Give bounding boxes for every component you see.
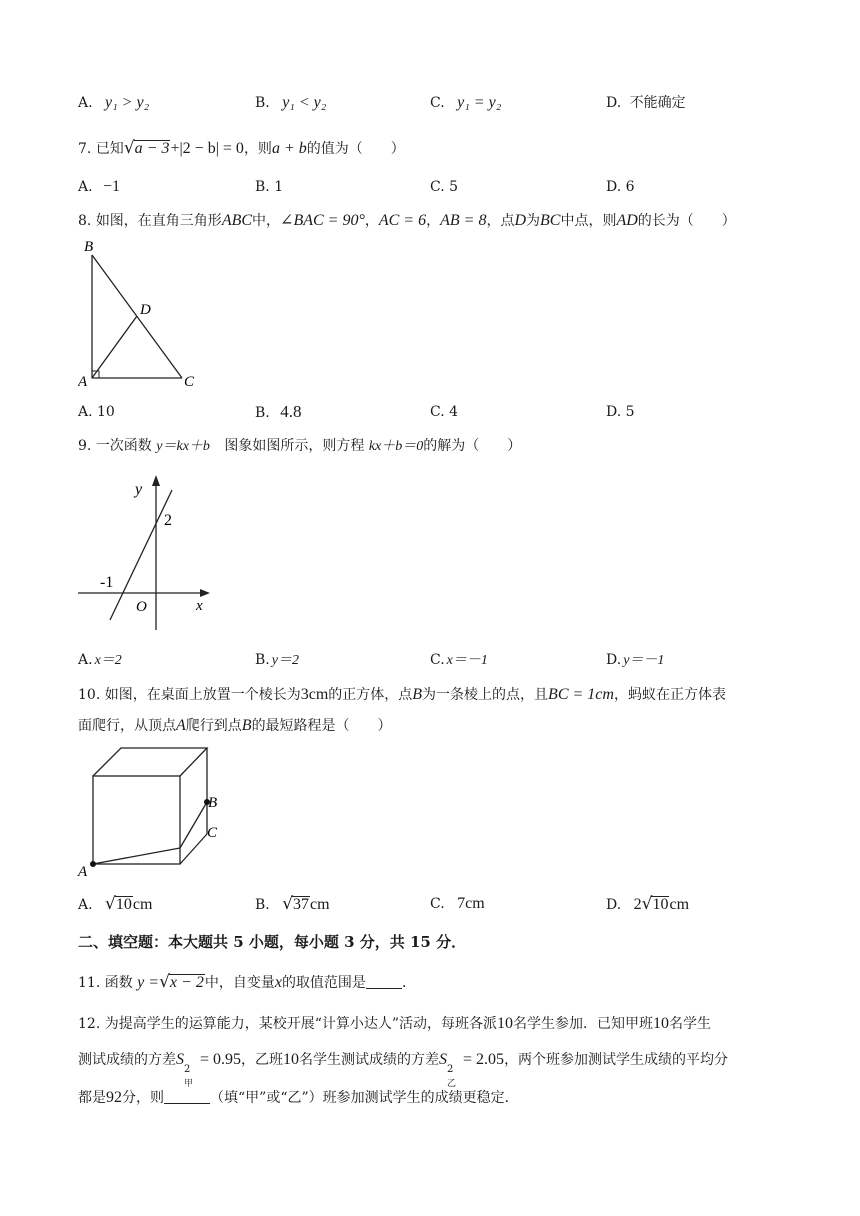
q12-number: 92 <box>106 1089 122 1106</box>
q8-triangle-figure <box>78 238 208 393</box>
q12-line2 <box>78 1050 729 1089</box>
option-text: y₁ > y₂ <box>105 94 150 111</box>
sqrt-sign: √ <box>282 894 294 914</box>
q12-text: （填“甲”或“乙”）班参加测试学生的成绩更稳定． <box>210 1090 519 1106</box>
label-origin: O <box>136 599 147 615</box>
question-number: 10. <box>78 687 101 703</box>
option-letter: D. <box>606 95 622 111</box>
q10-text: 面爬行，从顶点 <box>78 718 176 734</box>
q7-option-b <box>255 177 283 197</box>
q7-abs-part: +|2 − b| = 0 <box>170 140 244 157</box>
option-letter: C. <box>430 179 445 195</box>
q9-option-d <box>606 650 664 671</box>
q10-option-d <box>606 894 689 915</box>
cube-bottom-edge <box>180 834 207 864</box>
option-coef: 2 <box>633 896 642 913</box>
option-letter: B. <box>255 897 270 913</box>
q11-math: x <box>274 974 282 991</box>
option-text: 5 <box>625 404 635 420</box>
cube-top-face <box>93 748 207 776</box>
q11-radicand: x − 2 <box>169 974 204 991</box>
question-number: 9. <box>78 438 92 454</box>
q9-text: 图象如图所示，则方程 <box>224 438 365 454</box>
option-letter: D. <box>606 652 622 668</box>
option-radicand: 37 <box>293 896 310 913</box>
q6-option-b <box>255 93 326 113</box>
q10-stem-line2 <box>78 716 392 736</box>
question-number: 11. <box>78 975 101 991</box>
q8-math: AB = 8 <box>440 212 487 229</box>
label-intercept-2: 2 <box>164 512 172 529</box>
q9-text: 一次函数 <box>95 438 152 454</box>
q12-text: ，两个班参加测试学生成绩的平均分 <box>504 1052 729 1068</box>
q9-option-c <box>430 650 488 671</box>
q11-text: 的取值范围是 <box>281 975 366 991</box>
question-number: 7. <box>78 141 92 157</box>
q10-text: 为一条棱上的点，且 <box>422 687 549 703</box>
q12-variance-symbol: S <box>176 1051 184 1068</box>
label-a: A <box>78 864 88 880</box>
q7-text: 已知 <box>95 141 124 157</box>
q8-math: AC = 6 <box>378 212 427 229</box>
option-text: y＝－1 <box>623 653 665 668</box>
point-a <box>90 861 96 867</box>
option-letter: B. <box>255 405 270 421</box>
option-letter: A. <box>78 652 93 668</box>
q7-option-c <box>430 177 458 197</box>
answer-blank[interactable] <box>164 1103 210 1104</box>
q12-sub-yi: 乙 <box>447 1079 457 1089</box>
option-radicand: 10 <box>652 896 669 913</box>
q8-text: 为 <box>526 213 541 229</box>
option-text: x＝2 <box>94 653 122 668</box>
q12-square: 2 <box>447 1064 454 1075</box>
q8-option-c <box>430 402 458 422</box>
option-letter: D. <box>606 404 622 420</box>
option-text: y＝2 <box>271 653 299 668</box>
option-text: 7cm <box>457 895 485 912</box>
q10-cube-figure <box>74 742 234 882</box>
q7-stem <box>78 138 405 159</box>
question-number: 8. <box>78 213 92 229</box>
label-x: x <box>196 598 203 614</box>
q12-text: 测试成绩的方差 <box>78 1052 176 1068</box>
option-unit: cm <box>310 896 330 913</box>
label-intercept-neg1: -1 <box>100 574 114 591</box>
q12-number: 10 <box>497 1015 514 1032</box>
sqrt-sign: √ <box>105 894 116 914</box>
q7-option-a <box>78 177 120 197</box>
q12-sub-jia: 甲 <box>184 1079 194 1089</box>
q8-stem <box>78 211 736 231</box>
q7-text: 的值为（ ） <box>306 141 405 157</box>
label-c: C <box>184 374 195 390</box>
q12-text: 名学生 <box>669 1016 712 1032</box>
option-text: x＝－1 <box>446 653 488 668</box>
option-letter: B. <box>255 95 270 111</box>
option-letter: B. <box>255 652 270 668</box>
option-letter: A. <box>78 404 93 420</box>
q12-text: ，乙班 <box>241 1052 284 1068</box>
option-unit: cm <box>132 896 153 913</box>
option-text: 1 <box>274 179 284 195</box>
question-number: 12. <box>78 1016 101 1032</box>
q8-option-b <box>255 402 301 423</box>
q7-radicand: a − 3 <box>134 140 170 157</box>
label-y: y <box>135 481 143 498</box>
q12-number: 10 <box>653 1015 670 1032</box>
q8-math: AD <box>616 212 638 229</box>
q12-text: 名学生参加．已知甲班 <box>513 1016 654 1032</box>
label-d: D <box>140 302 151 318</box>
option-text: 4 <box>449 404 459 420</box>
q10-stem-line1 <box>78 685 726 705</box>
option-letter: A. <box>78 897 93 913</box>
q12-line3 <box>78 1088 519 1108</box>
q10-text: 如图，在桌面上放置一个棱长为 <box>104 687 301 703</box>
q6-option-c <box>430 93 501 113</box>
q10-option-a <box>78 894 152 915</box>
option-text: y₁ = y₂ <box>457 94 502 111</box>
option-text: 10 <box>97 404 115 420</box>
option-text: 不能确定 <box>629 95 686 111</box>
q10-text: 爬行到点 <box>185 718 242 734</box>
x-axis-arrow <box>200 589 210 597</box>
q8-option-a <box>78 402 115 422</box>
q10-text: 的最短路程是（ ） <box>251 718 392 734</box>
q12-text: 名学生测试成绩的方差 <box>299 1052 440 1068</box>
option-text: y₁ < y₂ <box>282 94 327 111</box>
q12-text: 为提高学生的运算能力，某校开展“计算小达人”活动，每班各派 <box>104 1016 498 1032</box>
q12-variance-yi: = 2.05 <box>459 1051 505 1068</box>
option-letter: B. <box>255 179 270 195</box>
option-letter: A. <box>78 95 93 111</box>
q12-square: 2 <box>184 1064 191 1075</box>
q10-text: 的正方体，点 <box>328 687 413 703</box>
label-a: A <box>78 374 88 390</box>
option-text: 6 <box>625 179 635 195</box>
q10-math: B <box>241 717 252 734</box>
option-letter: C. <box>430 95 445 111</box>
q7-option-d <box>606 177 635 197</box>
option-letter: D. <box>606 897 622 913</box>
q10-math: 3cm <box>300 686 329 703</box>
q11-text: ． <box>401 975 416 991</box>
q10-math: BC = 1cm <box>548 686 614 703</box>
q10-text: ，蚂蚁在正方体表 <box>613 687 726 703</box>
q9-graph-figure <box>76 470 226 635</box>
q11-text: 中，自变量 <box>204 975 275 991</box>
path-line <box>93 848 180 864</box>
q9-stem <box>78 436 521 457</box>
q9-math: y＝kx＋b <box>156 439 210 454</box>
label-b: B <box>208 795 218 811</box>
q12-text: 分，则 <box>122 1090 164 1106</box>
sqrt-sign: √ <box>123 138 135 158</box>
q8-math: ∠BAC = 90° <box>280 212 365 229</box>
q11-text: 函数 <box>104 975 133 991</box>
q10-option-b <box>255 894 330 915</box>
q9-option-b <box>255 650 299 671</box>
option-radicand: 10 <box>115 896 132 913</box>
option-text: 4.8 <box>280 402 302 421</box>
option-letter: D. <box>606 179 622 195</box>
q9-math: kx＋b＝0 <box>368 439 424 454</box>
q8-math: BC <box>540 212 561 229</box>
answer-blank[interactable] <box>366 988 402 989</box>
q8-text: 中点，则 <box>560 213 617 229</box>
q8-text: 如图，在直角三角形 <box>95 213 222 229</box>
q11-stem <box>78 972 416 993</box>
option-text: −1 <box>103 178 121 195</box>
sqrt-sign: √ <box>159 972 170 992</box>
q8-text: ， <box>364 213 379 229</box>
q6-option-a <box>78 93 149 113</box>
q10-option-c <box>430 894 485 914</box>
q10-math: B <box>412 686 423 703</box>
option-unit: cm <box>669 896 690 913</box>
q6-option-d <box>606 93 686 113</box>
option-letter: A. <box>78 179 93 195</box>
option-text: 5 <box>449 179 459 195</box>
sqrt-sign: √ <box>641 894 653 914</box>
y-axis-arrow <box>152 475 160 486</box>
q12-text: 都是 <box>78 1090 106 1106</box>
q8-math: D <box>514 212 527 229</box>
label-b: B <box>84 239 94 255</box>
q8-math: ABC <box>221 212 253 229</box>
q11-math: y = <box>137 974 160 991</box>
q8-text: ，点 <box>486 213 515 229</box>
q10-math: A <box>176 717 186 734</box>
q12-variance-jia: = 0.95 <box>196 1051 242 1068</box>
q8-text: 的长为（ ） <box>637 213 736 229</box>
path-line-2 <box>180 802 207 848</box>
q9-text: 的解为（ ） <box>423 438 522 454</box>
label-c: C <box>207 825 218 841</box>
section-title: 二、填空题：本大题共 5 小题，每小题 3 分，共 15 分． <box>78 933 467 951</box>
option-letter: C. <box>430 404 445 420</box>
q8-option-d <box>606 402 635 422</box>
q8-text: 中， <box>252 213 281 229</box>
option-letter: C. <box>430 896 445 912</box>
q12-number: 10 <box>283 1051 300 1068</box>
q12-variance-symbol: S <box>439 1051 448 1068</box>
q12-line1 <box>78 1014 711 1034</box>
q7-text: ，则 <box>243 141 272 157</box>
q9-option-a <box>78 650 122 671</box>
q8-text: ， <box>426 213 441 229</box>
option-letter: C. <box>430 652 445 668</box>
segment-ad <box>92 316 137 378</box>
q7-expr: a + b <box>271 140 307 157</box>
